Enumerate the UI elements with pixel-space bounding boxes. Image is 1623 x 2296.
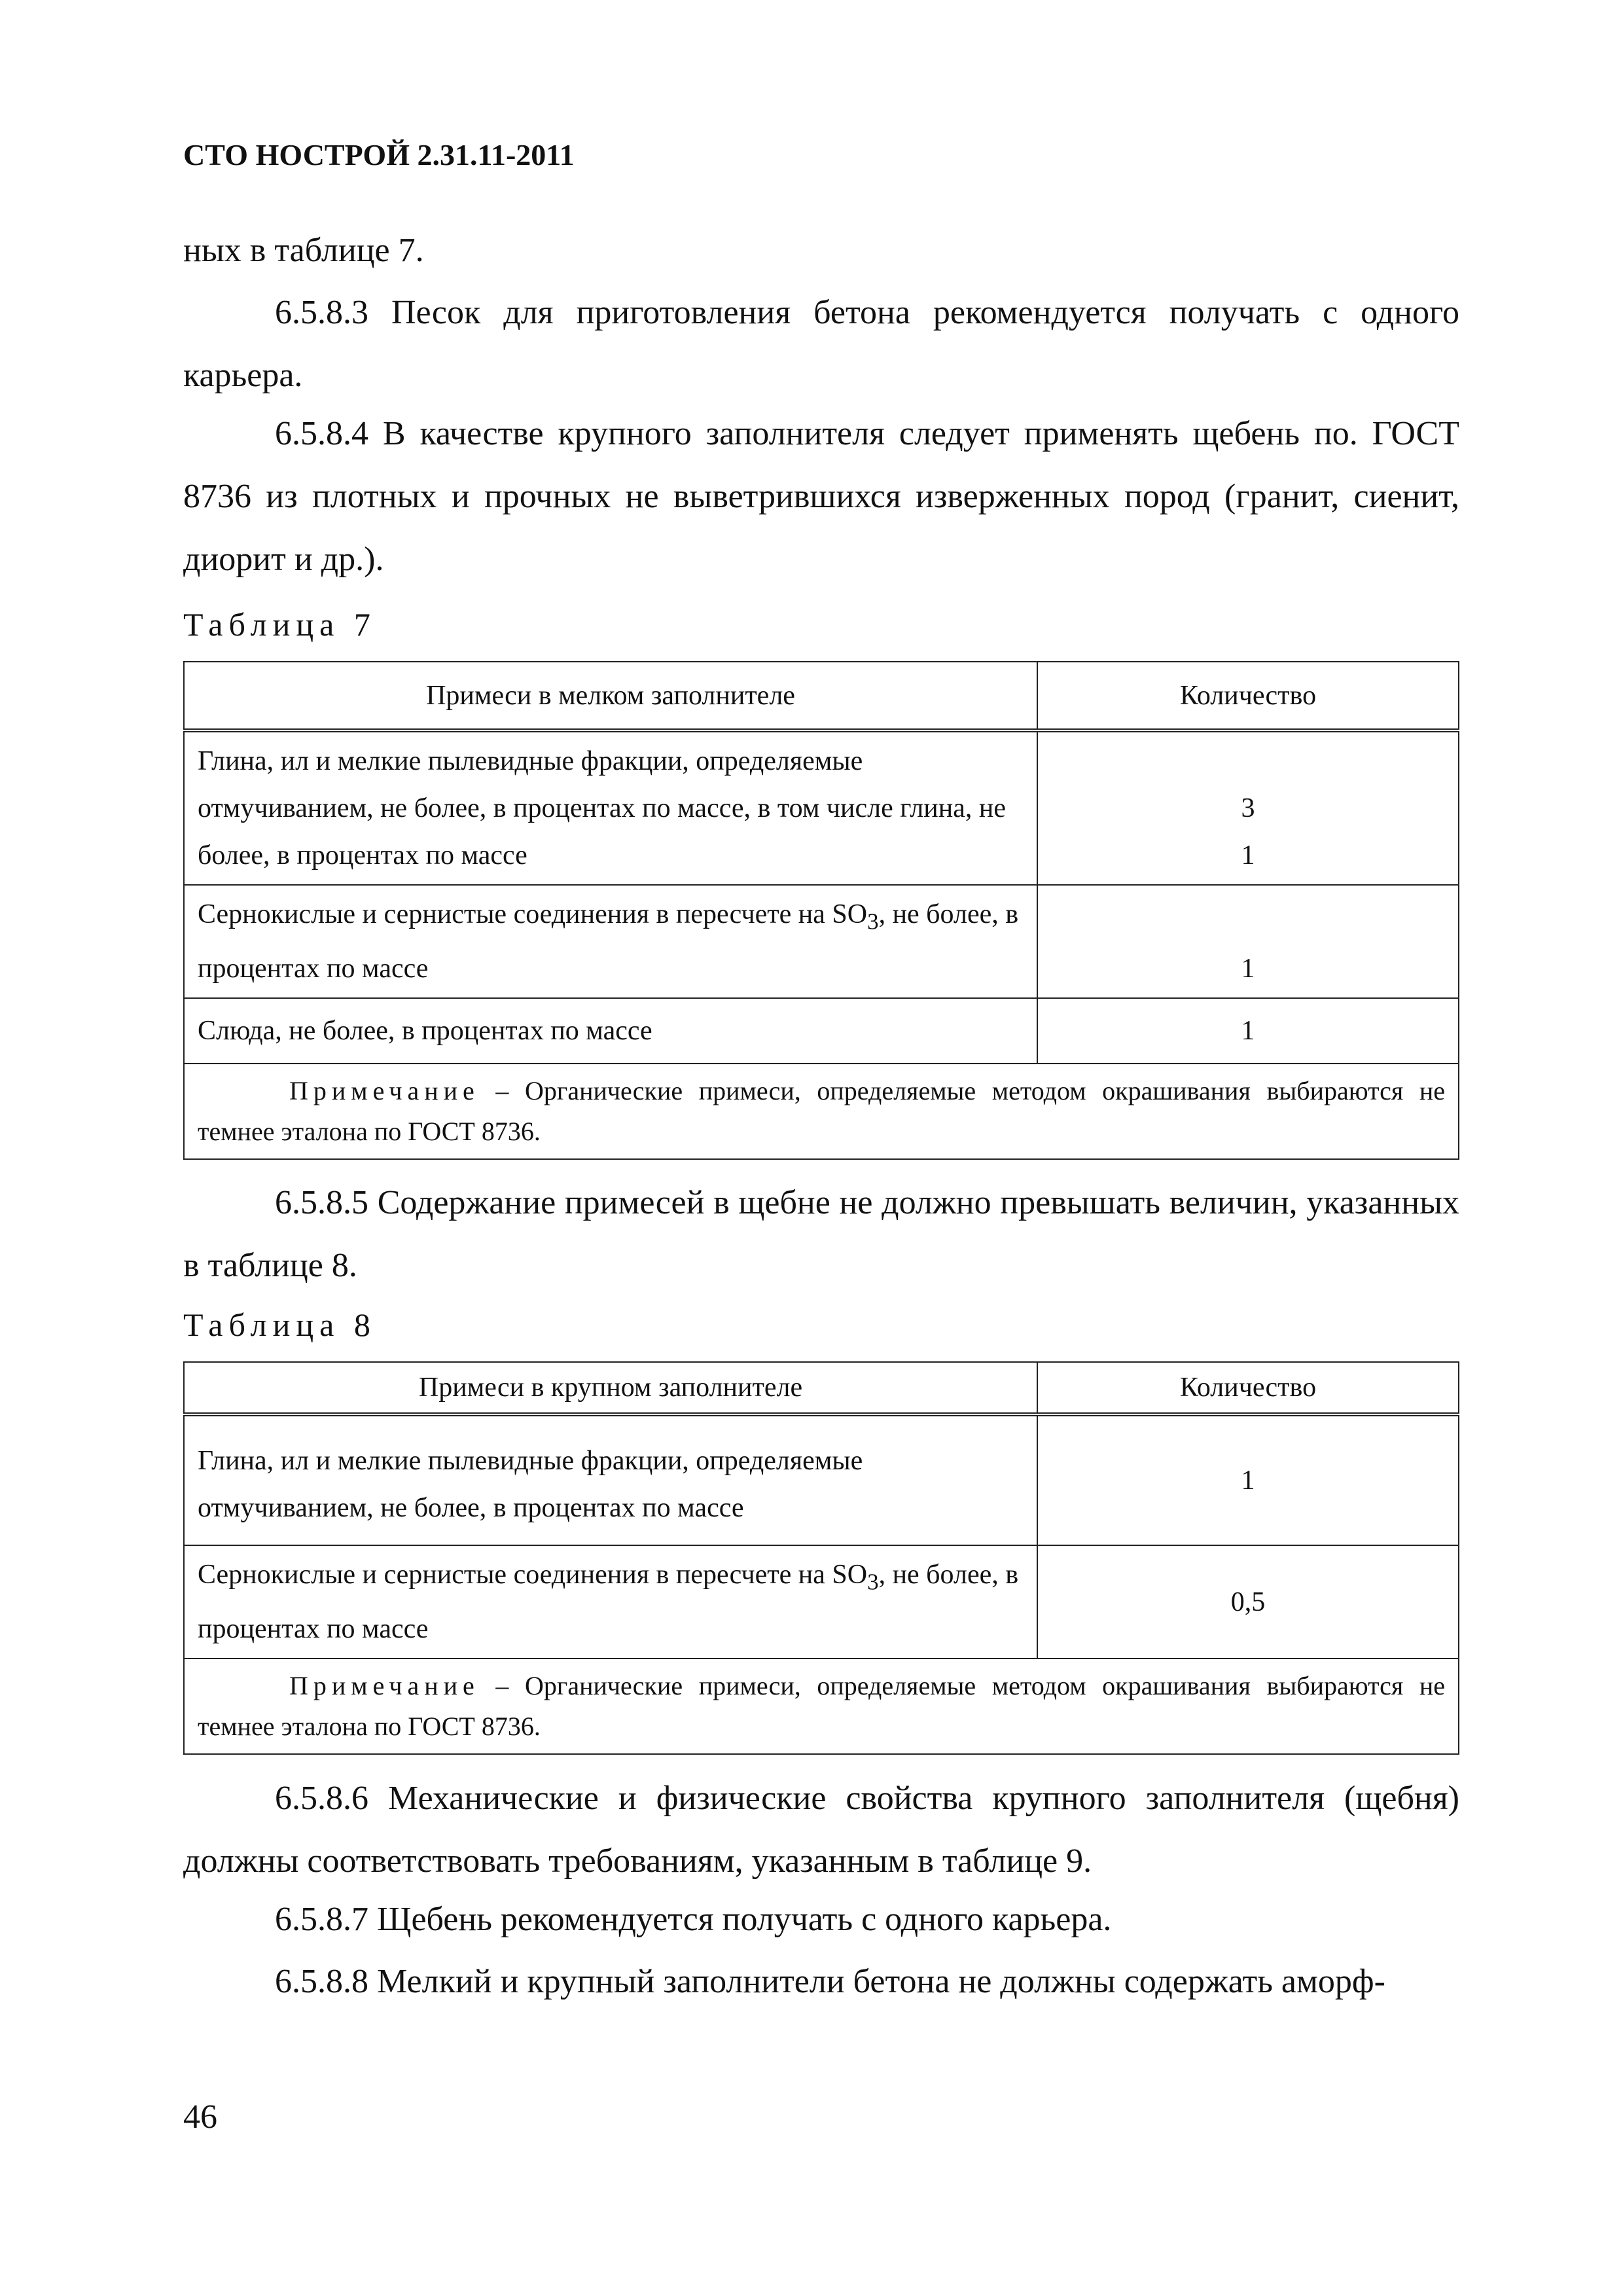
table-8-row-sulfur-value: 0,5 <box>1037 1545 1459 1659</box>
table-8-header-impurity: Примеси в крупном заполнителе <box>184 1362 1037 1414</box>
table-7-row-clay: Глина, ил и мелкие пылевидные фракции, определяемые отмучиванием, не более, в процентах по массе, в том числе глина, не более, в процентах по массе <box>184 730 1037 885</box>
subscript: 3 <box>867 1569 879 1595</box>
paragraph-6-5-8-4: 6.5.8.4 В качестве крупного заполнителя следует применять щебень по. ГОСТ 8736 из плотных и прочных не выветрившихся изверженных пород (гранит, сиенит, диорит и др.). <box>183 415 1459 578</box>
table-8-caption: Таблица 8 <box>183 1306 376 1343</box>
table-8 <box>183 1361 1459 1755</box>
value: 3 <box>1241 793 1255 823</box>
page-number: 46 <box>183 2098 217 2136</box>
subscript: 3 <box>867 908 879 935</box>
table-8-note <box>184 1659 1459 1754</box>
paragraph-6-5-8-3: 6.5.8.3 Песок для приготовления бетона рекомендуется получать с одного карьера. <box>183 294 1459 394</box>
note-label: Примечание <box>289 1076 480 1106</box>
table-7-note <box>184 1064 1459 1159</box>
table-8-row-sulfur <box>184 1545 1037 1659</box>
table-7-row-mica-value: 1 <box>1037 998 1459 1064</box>
note-text: – Органические примеси, определяемые методом окрашивания выбираются не темнее эталона по ГОСТ 8736. <box>198 1671 1445 1742</box>
paragraph-6-5-8-6: 6.5.8.6 Механические и физические свойства крупного заполнителя (щебня) должны соответствовать требованиям, указанным в таблице 9. <box>183 1780 1459 1880</box>
table-7-row-sulfur-value: 1 <box>1037 885 1459 998</box>
value: 1 <box>1241 840 1255 870</box>
note-label: Примечание <box>289 1671 480 1701</box>
table-8-row-clay: Глина, ил и мелкие пылевидные фракции, определяемые отмучиванием, не более, в процентах по массе <box>184 1414 1037 1545</box>
paragraph-6-5-8-5: 6.5.8.5 Содержание примесей в щебне не должно превышать величин, указанных в таблице 8. <box>183 1184 1459 1284</box>
table-7-header-impurity: Примеси в мелком заполнителе <box>184 662 1037 730</box>
paragraph-6-5-8-7: 6.5.8.7 Щебень рекомендуется получать с одного карьера. <box>275 1901 1112 1938</box>
text: Сернокислые и сернистые соединения в пересчете на SO <box>198 1560 868 1590</box>
table-7 <box>183 661 1459 1160</box>
table-7-row-clay-values <box>1037 730 1459 885</box>
table-7-caption: Таблица 7 <box>183 606 376 643</box>
paragraph: ных в таблице 7. <box>183 232 424 269</box>
table-7-header-quantity: Количество <box>1037 662 1459 730</box>
text: Сернокислые и сернистые соединения в пересчете на SO <box>198 899 868 929</box>
note-text: – Органические примеси, определяемые методом окрашивания выбираются не темнее эталона по ГОСТ 8736. <box>198 1076 1445 1147</box>
table-7-row-sulfur <box>184 885 1037 998</box>
text: , не более, в процентах по массе <box>198 899 1019 984</box>
paragraph-6-5-8-8: 6.5.8.8 Мелкий и крупный заполнители бетона не должны содержать аморф- <box>275 1963 1385 2000</box>
document-header: СТО НОСТРОЙ 2.31.11-2011 <box>183 138 575 171</box>
table-7-row-mica: Слюда, не более, в процентах по массе <box>184 998 1037 1064</box>
text: , не более, в процентах по массе <box>198 1560 1019 1645</box>
table-8-row-clay-value: 1 <box>1037 1414 1459 1545</box>
table-8-header-quantity: Количество <box>1037 1362 1459 1414</box>
